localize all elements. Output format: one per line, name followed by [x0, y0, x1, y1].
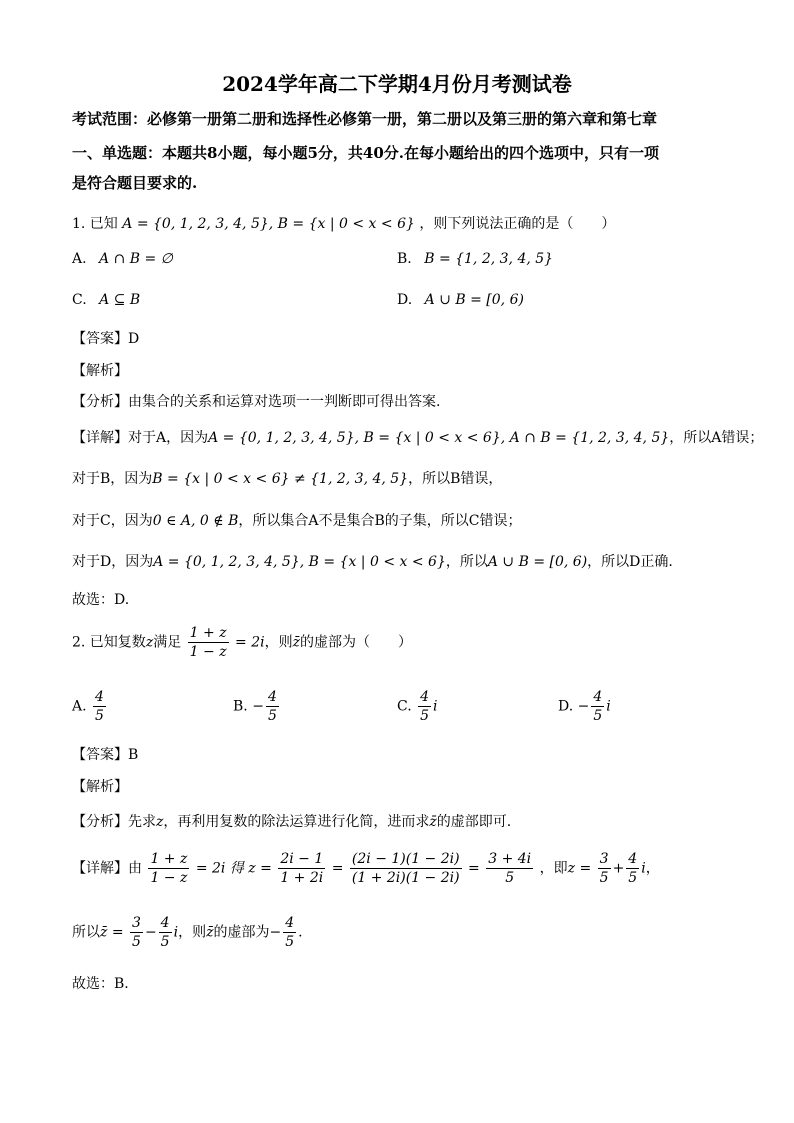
- q2-detail-frac4: [486, 850, 533, 887]
- section-heading-line2: 是符合题目要求的.: [72, 174, 198, 192]
- q1-detail1-c: ，所以A错误；: [669, 430, 764, 446]
- q1-option-d: [397, 292, 524, 308]
- q2-d-i: i: [606, 698, 611, 715]
- q1-option-b: [397, 251, 553, 267]
- q2-detail-b: ，即: [539, 860, 568, 877]
- q2-d-den: 5: [593, 708, 603, 724]
- q2-b-minus: −: [252, 698, 264, 715]
- q2-detail-eq3: =: [468, 860, 480, 877]
- q2-suffix1: ，则: [264, 634, 293, 651]
- q2-option-c-label: C.: [397, 698, 412, 715]
- q1-setB: , B = {x | 0 < x < 6}: [268, 216, 415, 232]
- q1-option-d-text: A ∪ B = [0, 6): [424, 292, 524, 308]
- q2-frac-num: 1 + z: [189, 625, 227, 641]
- q1-option-a-text: A ∩ B = ∅: [99, 251, 173, 267]
- q2-detail-frac6-num: 4: [628, 851, 638, 867]
- q2-detail-frac2-num: 2i − 1: [280, 851, 324, 867]
- q2-detail-a: 【详解】由: [72, 860, 142, 877]
- q2-so-frac2-num: 4: [160, 915, 170, 931]
- q2-so-frac2: [159, 914, 172, 951]
- q1-detail2-math: B = {x | 0 < x < 6} ≠ {1, 2, 3, 4, 5}: [152, 471, 409, 487]
- q2-choose: 故选：B.: [72, 976, 129, 992]
- q2-d-num: 4: [593, 689, 603, 705]
- q2-b-num: 4: [267, 689, 277, 705]
- q1-detail4-math2: A ∪ B = [0, 6): [487, 554, 588, 570]
- q1-choose: 故选：D.: [72, 592, 130, 608]
- q2-so-frac1-num: 3: [132, 915, 141, 931]
- q1-detail1-a: 【详解】对于A，因为: [72, 430, 209, 446]
- exam-scope: 考试范围：必修第一册第二册和选择性必修第一册，第二册以及第三册的第六章和第七章: [72, 110, 658, 128]
- q2-so-frac2-den: 5: [160, 934, 170, 950]
- q1-answer: 【答案】D: [72, 331, 140, 347]
- q1-detail4-e: ，所以D正确.: [587, 554, 673, 570]
- q2-detail-c: ，: [645, 860, 660, 877]
- q1-detail-line4: [72, 551, 673, 571]
- q2-detail-line1: [72, 850, 660, 887]
- q2-so-zbar2: z̄: [206, 924, 214, 941]
- q2-so-frac1: [130, 914, 143, 951]
- q1-analysis: 【分析】由集合的关系和运算对选项一一判断即可得出答案.: [72, 394, 441, 410]
- q1-detail3-math: 0 ∈ A, 0 ∉ B: [152, 513, 239, 529]
- q2-detail-frac2: [278, 850, 325, 887]
- q2-detail-frac3-num: (2i − 1)(1 − 2i): [351, 851, 460, 867]
- q2-detail-frac5-num: 3: [599, 851, 609, 867]
- q2-option-d-label: D.: [558, 698, 574, 715]
- q2-so-frac3-num: 4: [285, 915, 295, 931]
- q2-analysis: [72, 811, 511, 831]
- q2-c-den: 5: [420, 708, 430, 724]
- q2-so-frac3: [283, 914, 296, 951]
- q2-so-frac1-den: 5: [132, 934, 141, 950]
- q2-so-minus: −: [144, 924, 157, 941]
- q2-so-frac3-den: 5: [285, 934, 295, 950]
- q2-so-i: i: [173, 924, 179, 941]
- q2-option-c: [397, 688, 438, 725]
- q2-eq: = 2i: [235, 634, 265, 651]
- q2-so-b: ，则: [178, 924, 207, 941]
- q2-answer: 【答案】B: [72, 747, 139, 763]
- page-title: 2024学年高二下学期4月份月考测试卷: [222, 72, 572, 96]
- q1-detail3-a: 对于C，因为: [72, 513, 153, 529]
- q1-detail2-a: 对于B，因为: [72, 471, 153, 487]
- q1-detail-line1: [72, 427, 763, 447]
- q2-analysis-e: 的虚部即可.: [436, 814, 512, 830]
- q1-prefix: 1. 已知: [72, 216, 118, 232]
- q2-detail-frac5-den: 5: [599, 870, 609, 886]
- q1-stem: [72, 213, 615, 233]
- q2-option-b-label: B.: [233, 698, 248, 715]
- q2-analysis-a: 【分析】先求: [72, 814, 156, 830]
- q2-option-b: [233, 688, 281, 725]
- q2-option-c-frac: [418, 688, 431, 725]
- q2-jiexi: 【解析】: [72, 779, 128, 795]
- q2-option-a-label: A.: [72, 698, 87, 715]
- q1-detail4-a: 对于D，因为: [72, 554, 154, 570]
- q2-option-d-frac: [591, 688, 604, 725]
- q1-detail4-math1: A = {0, 1, 2, 3, 4, 5}, B = {x | 0 < x < 6}: [153, 554, 446, 570]
- q2-detail-frac3: [350, 850, 462, 887]
- q2-suffix2: 的虚部为（ ）: [300, 634, 412, 651]
- q2-analysis-z: z: [156, 814, 164, 830]
- q2-detail-eq2: =: [331, 860, 344, 877]
- q2-c-i: i: [433, 698, 438, 715]
- q1-option-c: [72, 292, 140, 308]
- q2-so-zbar: z̄ =: [100, 924, 124, 941]
- q2-option-b-frac: [266, 688, 279, 725]
- q1-option-b-label: B.: [397, 251, 412, 267]
- q1-detail-line3: [72, 510, 521, 530]
- q1-setA: A = {0, 1, 2, 3, 4, 5}: [122, 216, 269, 232]
- q2-d-minus: −: [577, 698, 590, 715]
- q2-frac-den: 1 − z: [189, 644, 227, 660]
- q2-analysis-zbar: z̄: [429, 814, 437, 830]
- q2-so-minus2: −: [269, 924, 282, 941]
- q2-detail-frac2-den: 1 + 2i: [280, 870, 324, 886]
- q2-so-d: .: [298, 924, 303, 941]
- q2-detail-z: z =: [567, 860, 592, 877]
- q1-option-a: [72, 251, 173, 267]
- q1-detail1-math: A = {0, 1, 2, 3, 4, 5}, B = {x | 0 < x < 6}, A ∩ B = {1, 2, 3, 4, 5}: [208, 430, 670, 446]
- q2-detail-frac5: [598, 850, 611, 887]
- q2-analysis-c: ，再利用复数的除法运算进行化简，进而求: [163, 814, 430, 830]
- q2-so-line: [72, 914, 303, 951]
- q1-detail3-c: ，所以集合A不是集合B的子集，所以C错误；: [238, 513, 522, 529]
- q2-detail-frac1-den: 1 − z: [150, 870, 188, 886]
- q2-so-a: 所以: [72, 924, 100, 941]
- q2-stem: [72, 624, 412, 661]
- q2-detail-plus: +: [612, 860, 625, 877]
- q1-option-c-text: A ⊆ B: [99, 292, 141, 308]
- q2-option-d: [558, 688, 611, 725]
- q2-prefix: 2. 已知复数: [72, 634, 146, 651]
- q1-suffix: ，则下列说法正确的是（ ）: [419, 216, 616, 232]
- q1-option-b-text: B = {1, 2, 3, 4, 5}: [424, 251, 554, 267]
- q2-b-den: 5: [267, 708, 277, 724]
- q1-jiexi: 【解析】: [72, 363, 128, 379]
- q2-detail-frac3-den: (1 + 2i)(1 − 2i): [351, 870, 460, 886]
- q2-a-den: 5: [95, 708, 104, 724]
- q2-option-a-frac: [93, 688, 106, 725]
- q2-detail-i: i: [641, 860, 646, 877]
- q1-option-a-label: A.: [72, 251, 87, 267]
- q2-zbar: z̄: [292, 634, 300, 651]
- q2-detail-frac1-num: 1 + z: [150, 851, 188, 867]
- q2-detail-frac1: [148, 850, 189, 887]
- q1-option-d-label: D.: [397, 292, 413, 308]
- q2-detail-frac6: [626, 850, 639, 887]
- q2-detail-eq1: = 2i 得 z =: [195, 860, 272, 877]
- q2-detail-frac4-num: 3 + 4i: [488, 851, 532, 867]
- q2-c-num: 4: [420, 689, 430, 705]
- q2-fraction: [188, 624, 229, 661]
- q1-detail4-c: ，所以: [445, 554, 488, 570]
- q2-z: z: [145, 634, 154, 651]
- q2-so-c: 的虚部为: [213, 924, 270, 941]
- q1-detail-line2: [72, 468, 502, 488]
- q1-detail2-c: ，所以B错误，: [408, 471, 503, 487]
- q2-detail-frac6-den: 5: [628, 870, 638, 886]
- section-heading-line1: 一、单选题：本题共8小题，每小题5分，共40分.在每小题给出的四个选项中，只有一项: [72, 144, 659, 162]
- q1-option-c-label: C.: [72, 292, 87, 308]
- q2-detail-frac4-den: 5: [505, 870, 515, 886]
- q2-a-num: 4: [95, 689, 104, 705]
- q2-option-a: [72, 688, 108, 725]
- q2-mid: 满足: [153, 634, 182, 651]
